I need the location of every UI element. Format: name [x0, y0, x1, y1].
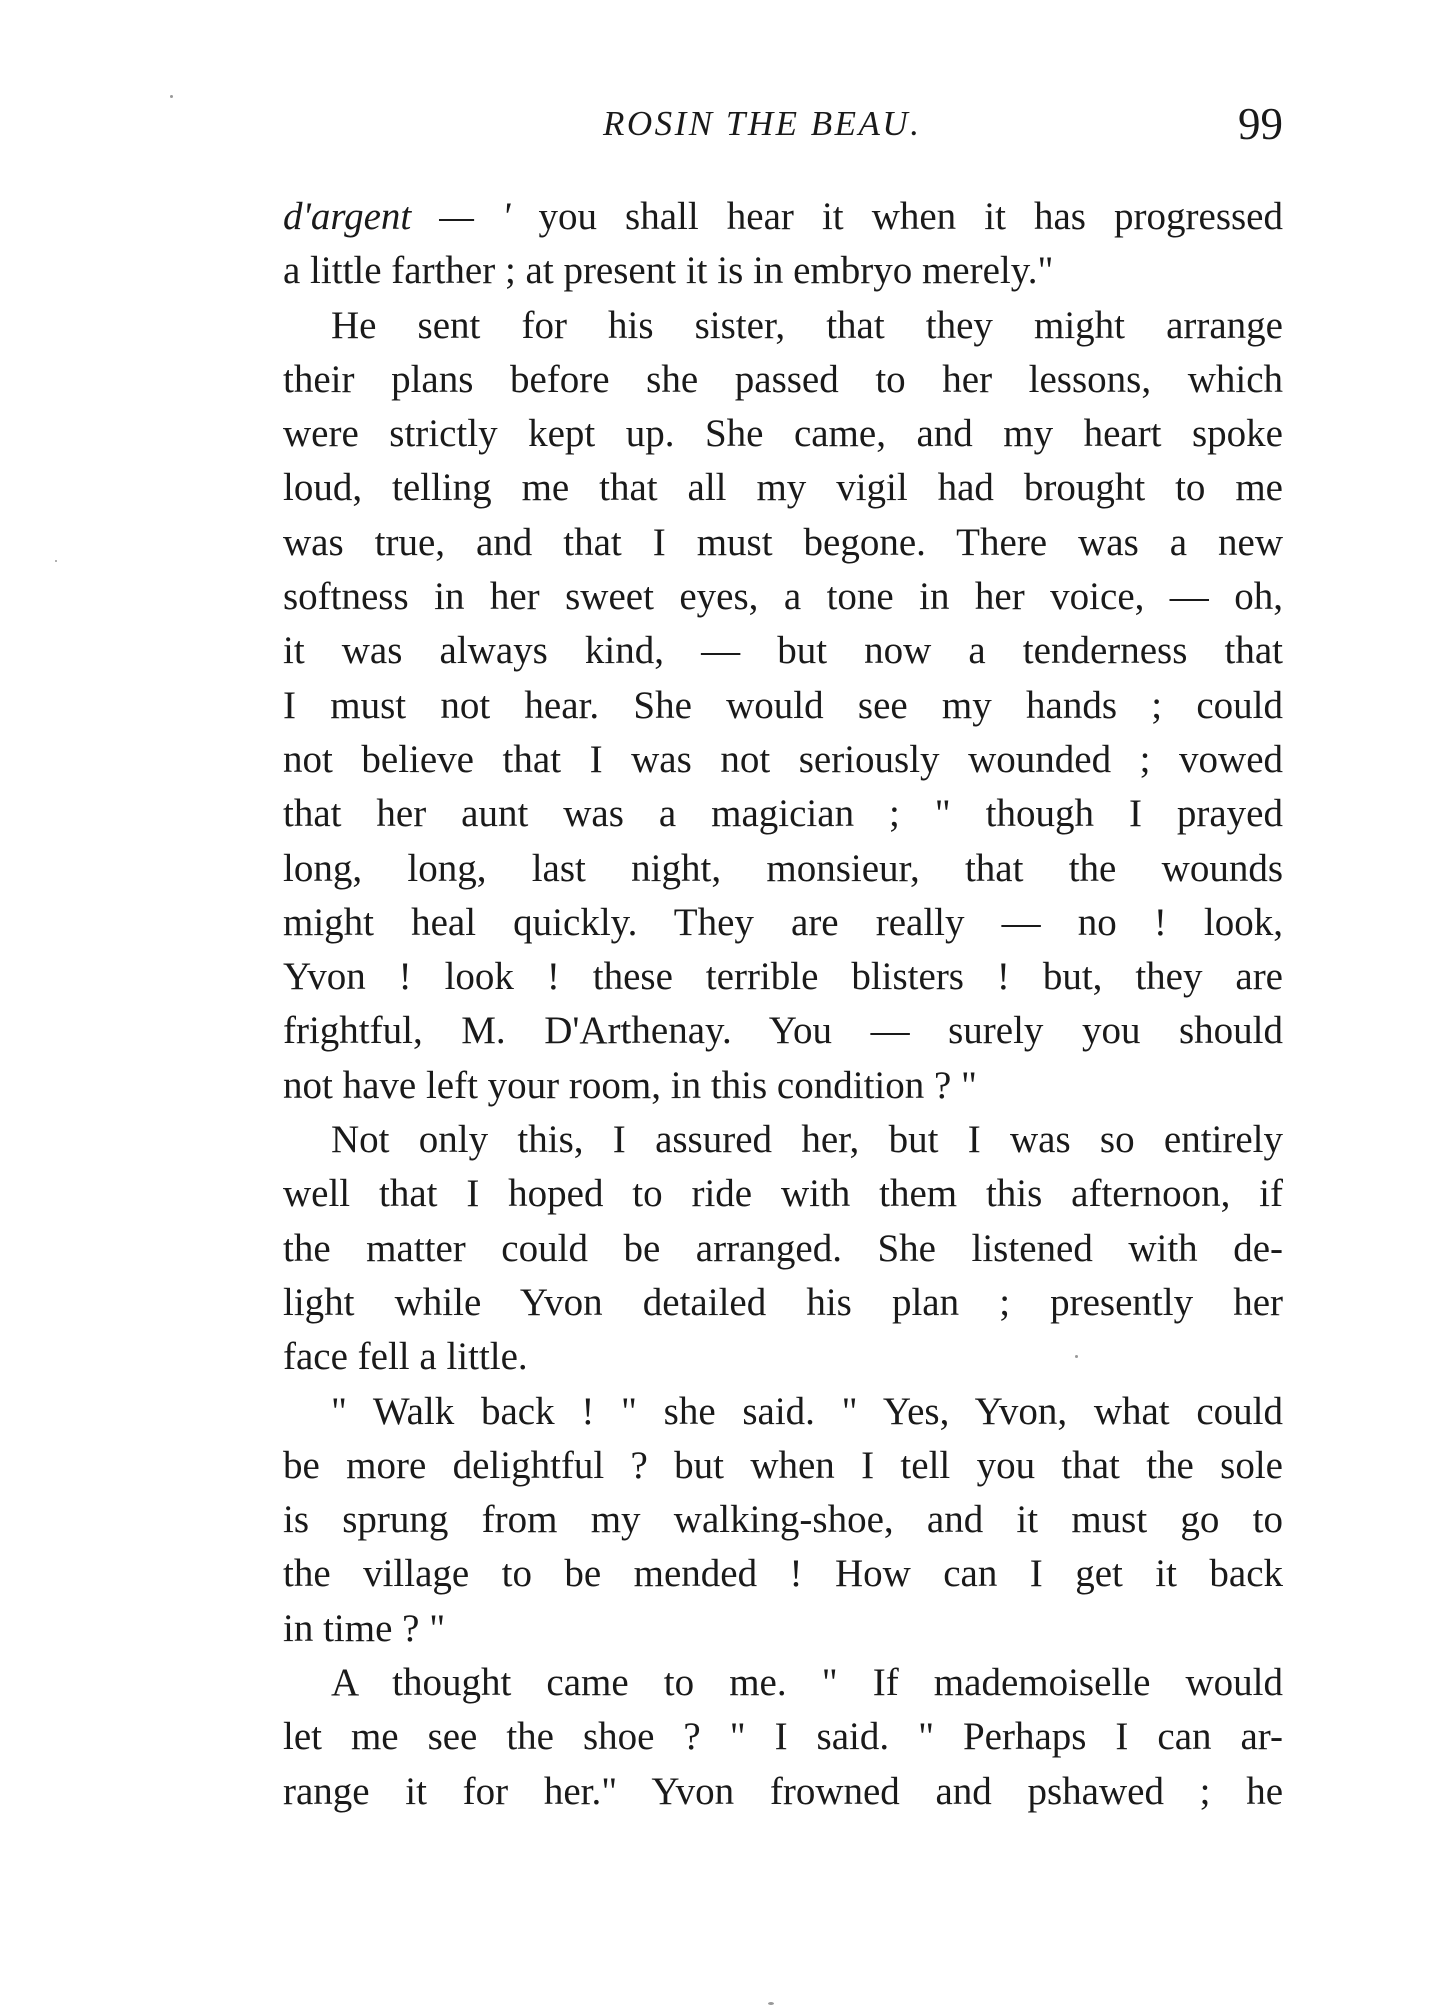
running-title: ROSIN THE BEAU.: [603, 104, 922, 143]
paragraph-first-line: Not only this, I assured her, but I was so entirely: [331, 1118, 1283, 1162]
text-line: be more delightful ? but when I tell you that the sole: [283, 1443, 1283, 1487]
paper-speck: [55, 560, 57, 562]
text-line-content: you shall hear it when it has progressed: [510, 195, 1283, 238]
text-line: let me see the shoe ? " I said. " Perhaps I can ar-: [283, 1715, 1283, 1759]
text-line: not have left your room, in this condition ? ": [283, 1063, 977, 1107]
paper-speck: [1075, 1355, 1078, 1358]
text-line: the matter could be arranged. She listened with de-: [283, 1226, 1283, 1270]
text-line: it was always kind, — but now a tenderness that: [283, 629, 1283, 673]
body-text: [283, 190, 1283, 1819]
running-head: [283, 100, 1283, 150]
text-line: long, long, last night, monsieur, that the wounds: [283, 846, 1283, 890]
text-line: their plans before she passed to her lessons, which: [283, 357, 1283, 401]
text-line: [283, 190, 1283, 244]
text-line: softness in her sweet eyes, a tone in her voice, — oh,: [283, 575, 1283, 619]
text-line: that her aunt was a magician ; " though I prayed: [283, 792, 1283, 836]
paper-speck: [768, 2002, 774, 2005]
page-number: 99: [1238, 99, 1283, 149]
paragraph-first-line: He sent for his sister, that they might arrange: [331, 303, 1283, 347]
paragraph-first-line: " Walk back ! " she said. " Yes, Yvon, what could: [331, 1389, 1283, 1433]
text-line: I must not hear. She would see my hands ; could: [283, 683, 1283, 727]
text-line: a little farther ; at present it is in embryo merely.": [283, 249, 1054, 293]
text-line: might heal quickly. They are really — no ! look,: [283, 900, 1283, 944]
text-line: was true, and that I must begone. There was a new: [283, 520, 1283, 564]
text-line: Yvon ! look ! these terrible blisters ! but, they are: [283, 955, 1283, 999]
text-line: frightful, M. D'Arthenay. You — surely you should: [283, 1009, 1283, 1053]
text-line: in time ? ": [283, 1606, 446, 1650]
text-line: loud, telling me that all my vigil had brought to me: [283, 466, 1283, 510]
text-line: well that I hoped to ride with them this afternoon, if: [283, 1172, 1283, 1216]
text-line: range it for her." Yvon frowned and pshawed ; he: [283, 1769, 1283, 1813]
text-line: is sprung from my walking-shoe, and it must go to: [283, 1498, 1283, 1542]
text-line: the village to be mended ! How can I get it back: [283, 1552, 1283, 1596]
text-line: were strictly kept up. She came, and my heart spoke: [283, 412, 1283, 456]
paragraph-first-line: A thought came to me. " If mademoiselle would: [331, 1661, 1283, 1705]
italic-phrase: d'argent — ': [283, 195, 511, 238]
text-line: light while Yvon detailed his plan ; presently her: [283, 1280, 1283, 1324]
paper-speck: [170, 95, 173, 98]
text-line: face fell a little.: [283, 1335, 528, 1379]
text-line: not believe that I was not seriously wounded ; vowed: [283, 737, 1283, 781]
